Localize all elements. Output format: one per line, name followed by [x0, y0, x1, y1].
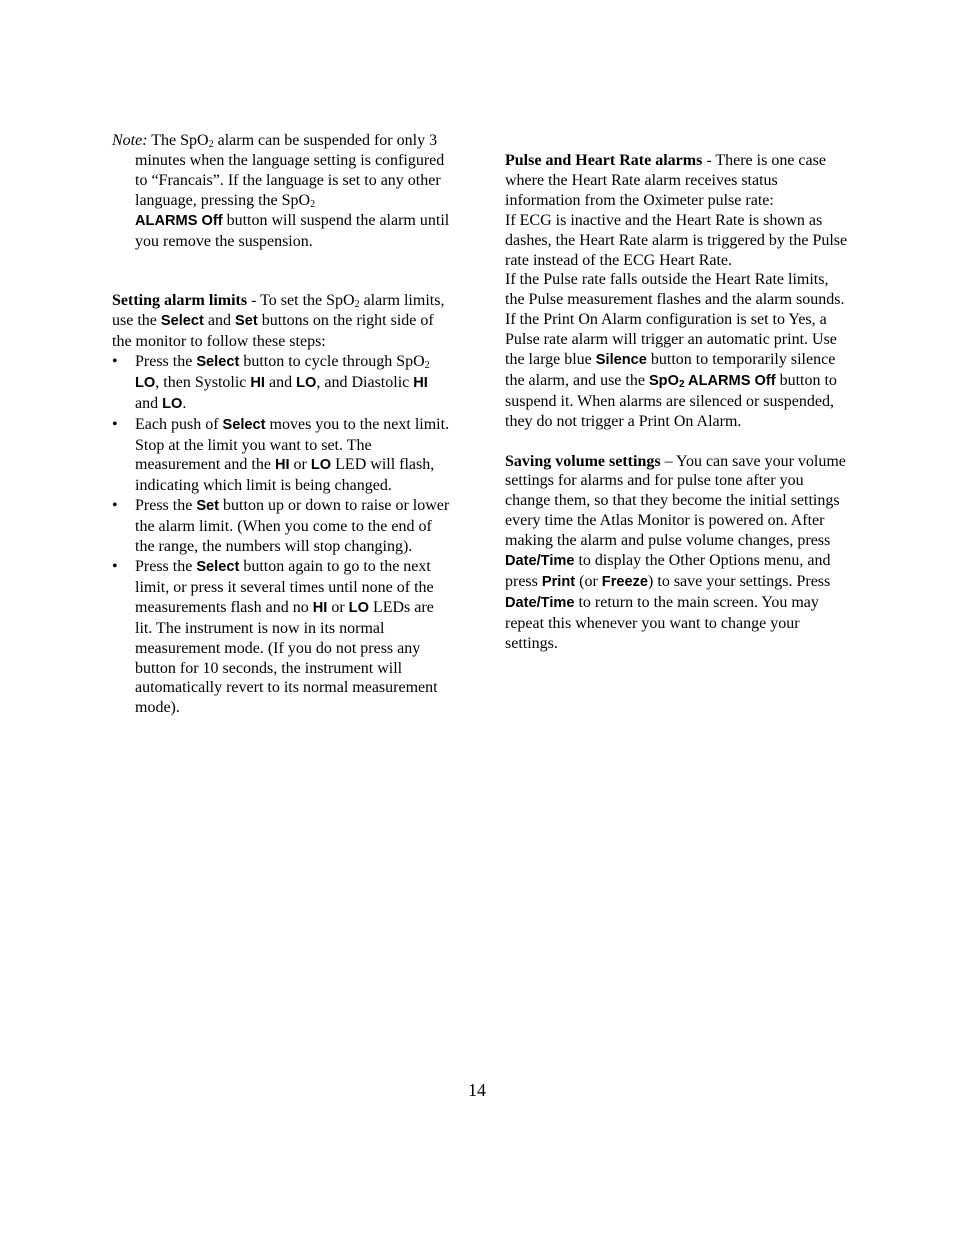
text: or: [327, 598, 349, 616]
text: LED will flash, indicating which limit is being changed.: [135, 456, 435, 495]
date-time-button-label: Date/Time: [505, 594, 575, 611]
text: Press the: [135, 352, 197, 370]
subscript: 2: [424, 359, 430, 371]
setting-alarm-limits-heading: Setting alarm limits: [112, 292, 248, 310]
list-item: [112, 352, 452, 415]
saving-volume-heading: Saving volume settings: [505, 452, 661, 470]
list-item: [112, 415, 452, 497]
text: button to suspend it. When alarms are silenced or suspended, they do not trigger a Print On Alarm.: [505, 371, 837, 430]
pulse-heart-rate-heading: Pulse and Heart Rate alarms: [505, 152, 703, 169]
subscript: 2: [310, 198, 316, 210]
set-button-label: Set: [196, 498, 220, 515]
text: Each push of: [135, 415, 223, 433]
left-column: [112, 131, 452, 718]
text: – You can save your volume settings for alarms and for pulse tone after you change them, so that they become the initial settings every time the Atlas Monitor is powered on. After making the alarm and pulse volume changes, press: [505, 452, 846, 550]
text: If the Pulse rate falls outside the Heart Rate limits, the Pulse measurement flashes and the alarm sounds. If the Print On Alarm configuration is set to Yes, a Pulse rate alarm will trigger an automatic print. Use the large blue: [505, 271, 845, 369]
text: to display the Other Options menu, and press: [505, 552, 831, 591]
bullet: •: [112, 415, 118, 433]
text: Press the: [135, 558, 197, 576]
text: alarm limits, use the: [112, 292, 445, 330]
date-time-button-label: Date/Time: [505, 553, 575, 570]
text: button again to go to the next limit, or press it several times until none of the measurements flash and no: [135, 558, 434, 616]
text: - There is one case where the Heart Rate alarm receives status information from the Oximeter pulse rate:: [505, 152, 826, 209]
text: , and Diastolic: [316, 373, 414, 391]
note-paragraph: [112, 131, 452, 251]
bullet: •: [112, 558, 118, 576]
lo-label: LO: [310, 457, 332, 474]
right-column: [505, 151, 850, 654]
text: button up or down to raise or lower the alarm limit. (When you come to the end of the range, the numbers will stop changing).: [135, 497, 450, 556]
spo2-alarms-off-button-label: [649, 373, 776, 389]
text: button to temporarily silence the alarm, and use the: [505, 351, 836, 389]
freeze-button-label: Freeze: [601, 574, 649, 591]
page-number: 14: [468, 1080, 486, 1100]
silence-button-label: Silence: [595, 352, 647, 369]
alarms-off-button-label: ALARMS Off: [135, 212, 223, 229]
list-item: [112, 557, 452, 718]
steps-list: [112, 352, 452, 718]
lo-label: LO: [348, 599, 369, 616]
pulse-heart-rate-paragraph: [505, 151, 850, 211]
lo-label: LO: [162, 395, 183, 412]
lo-label: LO: [135, 374, 156, 391]
subscript: 2: [208, 139, 214, 150]
text: or: [289, 456, 311, 474]
text: to return to the main screen. You may repeat this whenever you want to change your settings.: [505, 593, 819, 652]
note-label: Note:: [112, 132, 148, 149]
text: LEDs are lit. The instrument is now in its normal measurement mode. (If you do not press any button for 10 seconds, the instrument will automatically revert to its normal measurement mode).: [135, 598, 438, 717]
hi-label: HI: [312, 599, 328, 616]
text: ) to save your settings. Press: [648, 573, 831, 591]
text: moves you to the next limit. Stop at the limit you want to set. The measurement and the: [135, 415, 450, 474]
text: - To set the SpO: [247, 292, 355, 310]
select-button-label: Select: [222, 416, 266, 433]
lo-label: LO: [296, 374, 317, 391]
list-item: [112, 496, 452, 557]
subscript: 2: [678, 378, 685, 390]
bullet: •: [112, 497, 118, 515]
hi-label: HI: [274, 457, 290, 474]
text: and: [264, 373, 297, 391]
text: button will suspend the alarm until you remove the suspension.: [135, 211, 450, 250]
ecg-inactive-paragraph: If ECG is inactive and the Heart Rate is shown as dashes, the Heart Rate alarm is triggered by the Pulse rate instead of the ECG Heart Rate.: [505, 211, 848, 269]
text: and: [135, 394, 163, 412]
select-button-label: Select: [196, 559, 240, 576]
text: and: [203, 312, 235, 330]
text: ALARMS Off: [684, 372, 776, 389]
text: button to cycle through SpO: [239, 352, 425, 370]
select-button-label: Select: [160, 313, 204, 330]
hi-label: HI: [413, 374, 428, 391]
setting-alarm-limits-paragraph: [112, 291, 452, 352]
text: buttons on the right side of the monitor to follow these steps:: [112, 312, 434, 351]
hi-label: HI: [250, 374, 265, 391]
text: alarm can be suspended for only 3 minutes when the language setting is configured to “Francais”. If the language is set to any other language, pressing the SpO: [135, 132, 445, 209]
subscript: 2: [354, 299, 360, 311]
pulse-rate-limits-paragraph: [505, 270, 850, 431]
text: (or: [575, 573, 602, 591]
print-button-label: Print: [541, 574, 576, 591]
saving-volume-paragraph: [505, 452, 850, 654]
text: The SpO: [147, 132, 209, 149]
set-button-label: Set: [234, 313, 258, 330]
text: , then Systolic: [155, 373, 251, 391]
text: .: [182, 394, 187, 412]
text: Press the: [135, 497, 197, 515]
text: SpO: [648, 372, 679, 389]
select-button-label: Select: [196, 353, 240, 370]
bullet: •: [112, 352, 118, 370]
